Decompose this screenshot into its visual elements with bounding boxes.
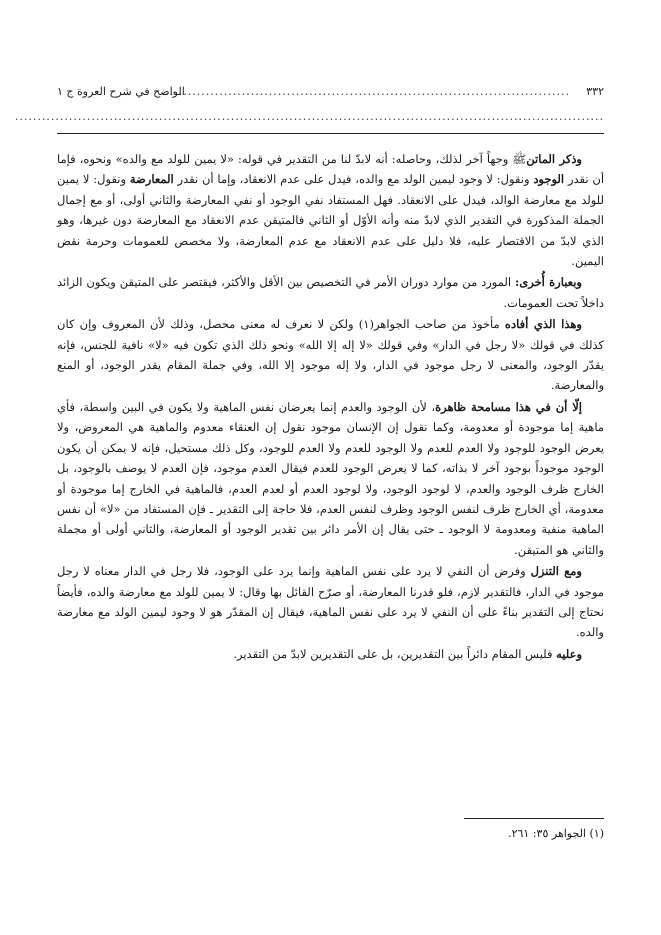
paragraph — [57, 397, 604, 560]
paragraph — [57, 644, 604, 664]
bold-lead-phrase: ومع التنزل — [530, 564, 582, 579]
bold-lead-phrase: وذكر الماتن — [526, 152, 582, 166]
body-text — [57, 149, 604, 665]
footnote: (١) الجواهر ٣٥: ٢٦١. — [508, 827, 604, 840]
bold-lead-phrase: وهذا الذي أفاده — [504, 317, 582, 332]
bold-lead-phrase: الوجود — [533, 172, 565, 187]
paragraph-text: ، لأن الوجود والعدم إنما يعرضان نفس الماهية ولا يكون في البين واسطة، فأي ماهية إما موجودة أو معدومة، وكما نقول إن الإنسان موجود نقول إن العنقاء معدوم والماهية هي المعروض، ولا يعرض الوجود للوجود ولا العدم للعدم ولا الوجود للعدم ولا العدم للوجود، وكل ذلك مستحيل، فإنه لا يمكن أن يكون الوجود موجوداً بوجود آخر لا بذاته، كما لا يعرض الوجود للعدم فيقال العدم موجود، فإن العدم لا يوصف بالوجود، بل الخارج ظرف الوجود والعدم، لا لوجود الوجود، ولا لوجود العدم أو لعدم العدم، فالماهية في الخارج إما موجودة أو معدومة، أي الخارج ظرف لنفس الوجود وظرف لنفس العدم، فلا حاجة إلى التقدير ـ فإن المستفاد من «لا» أن نفس الماهية منفية ومعدومة لا الوجود ـ حتى يقال إن الأمر دائر بين تقدير الوجود أو المعارضة، والثاني أولى أو مجملة والثاني هو المتيقن. — [57, 399, 604, 557]
bold-lead-phrase: إلّا أن في هذا مسامحة ظاهرة — [435, 399, 582, 414]
footnote-rule — [464, 818, 604, 819]
paragraph — [57, 149, 604, 271]
page-number: ٣٣٢ — [586, 85, 604, 98]
header-rule — [57, 133, 604, 134]
paragraph — [57, 314, 604, 396]
paragraph-text: المورد من موارد دوران الأمر في التخصيص بين الأقل والأكثر، فيقتصر على المتيقن ويكون الزائد داخلاً تحت العمومات. — [57, 275, 604, 310]
paragraph-text: ونقول: لا يمين للولد مع معارضة الوالد، فيدل على الانعقاد. فهل المستفاد نفي الوجود أو نفي المعارضة والثاني أولى، أو مع إجمال الجملة المذكورة في التقدير الذي لابدّ منه وأنه الأوّل أو الثاني فالمتيقن عدم الانعقاد مع المعارضة دون غيرها، وهو الذي لابدّ من الاقتصار عليه، فلا دليل على عدم الانعقاد مع عدم المعارضة، ولا مخصص للعمومات وحرمة نقض اليمين. — [57, 172, 604, 269]
paragraph-text: مأخوذ من صاحب الجواهر — [373, 317, 505, 332]
paragraph — [57, 561, 604, 643]
paragraph-text: ﷺ وجهاً آخر لذلك، وحاصله: أنه لابدّ لنا من التقدير في قوله: «لا يمين للولد مع والده» ونحوه، فإما أن نقدر — [57, 152, 605, 187]
header-leader-dots: .......................................................................................... — [165, 85, 570, 98]
paragraph-text: (١) — [358, 317, 374, 332]
paragraph-text: ولكن لا نعرف له معنى محصل، وذلك لأن المعروف وإن كان كذلك في قولك «لا رجل في الدار» وفي قولك «لا إله إلا الله» ونحو ذلك الذي تكون فيه «لا» نافية للجنس، فإنه يقدّر الوجود، والمعنى لا رجل موجود في الدار، ولا إله موجود إلا الله، وفي جملة المقام يقدر الوجود، أو المنع والمعارضة. — [57, 317, 604, 393]
paragraph-text: فليس المقام دائراً بين التقديرين، بل على التقديرين لابدّ من التقدير. — [233, 646, 557, 661]
dotted-separator: ................................................................................................................................... — [14, 110, 604, 123]
paragraph-text: وفرض أن النفي لا يرد على نفس الماهية وإنما يرد على الوجود، فلا رجل في الدار معناه لا رجل موجود في الدار، فالتقدير لازم، فلو قدرنا المعارضة، أو صرّح القائل بها وقال: لا يمين للولد مع معارضة والده، فأيضاً نحتاج إلى التقدير بناءً على أن النفي لا يرد على نفس الماهية، فيقال إن المقدّر هو لا وجود ليمين الولد مع معارضة والده. — [57, 564, 604, 640]
header-title: الواضح في شرح العروة ج ١ — [57, 85, 185, 98]
bold-lead-phrase: المعارضة — [129, 172, 174, 187]
bold-lead-phrase: وبعبارة أُخرى: — [514, 275, 582, 290]
paragraph — [57, 272, 604, 313]
paragraph-text: ونقول: لا وجود ليمين الولد مع والده، فيدل على عدم الانعقاد، وإما أن نقدر — [173, 172, 534, 187]
running-header — [57, 83, 604, 101]
bold-lead-phrase: وعليه — [556, 646, 582, 661]
